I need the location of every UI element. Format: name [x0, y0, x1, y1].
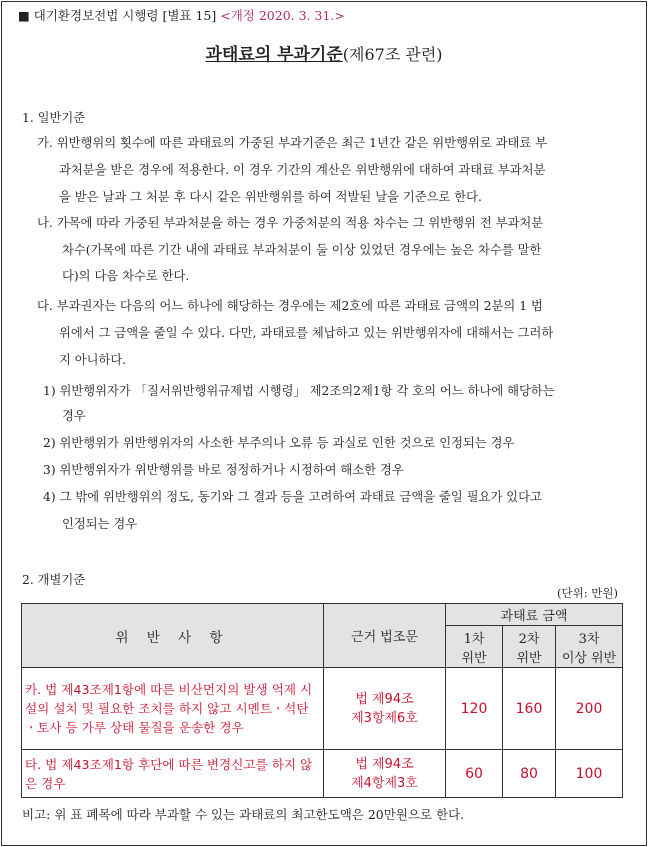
general-line: 과처분을 받은 경우에 적용한다. 이 경우 기간의 계산은 위반행위에 대하여 과태료 부과처분	[59, 163, 546, 177]
general-line: 1) 위반행위자가 「질서위반행위규제법 시행령」 제2조의2제1항 각 호의 어느 하나에 해당하는	[43, 384, 555, 398]
unit-note: (단위: 만원)	[557, 586, 618, 600]
title-main: 과태료의 부과기준	[205, 45, 343, 65]
general-line: 경우	[62, 409, 86, 423]
amount-first: 60	[446, 750, 503, 798]
general-line: 3) 위반행위자가 위반행위를 바로 정정하거나 시정하여 해소한 경우	[43, 463, 404, 477]
remark-note: 비고: 위 표 폐목에 따라 부과할 수 있는 과태료의 최고한도액은 20만원으로 한다.	[22, 807, 465, 822]
general-line: 지 아니하다.	[59, 353, 127, 367]
amount-second: 80	[503, 750, 556, 798]
section-specific-heading: 2. 개별기준	[22, 573, 86, 587]
header-third: 3차 이상 위반	[556, 626, 623, 668]
general-line: 나. 가목에 따라 가중된 부과처분을 하는 경우 가중처분의 적용 차수는 그 위반행위 전 부과처분	[37, 216, 544, 230]
title-sub: (제67조 관련)	[342, 45, 443, 64]
header-first: 1차 위반	[446, 626, 503, 668]
general-line: 다)의 다음 차수로 한다.	[62, 269, 190, 283]
general-line: 4) 그 밖에 위반행위의 정도, 동기와 그 결과 등을 고려하여 과태료 금액을 줄일 필요가 있다고	[43, 490, 542, 504]
basis-cell: 법 제94조 제4항제3호	[324, 750, 446, 798]
general-line: 가. 위반행위의 횟수에 따른 과태료의 가중된 부과기준은 최근 1년간 같은 위반행위로 과태료 부	[37, 136, 548, 150]
amount-second: 160	[503, 668, 556, 750]
amount-third: 200	[556, 668, 623, 750]
amount-first: 120	[446, 668, 503, 750]
header-second: 2차 위반	[503, 626, 556, 668]
revision-date: <개정 2020. 3. 31.>	[220, 8, 345, 23]
header-violation: 위 반 사 항	[22, 604, 324, 668]
general-line: 2) 위반행위가 위반행위자의 사소한 부주의나 오류 등 과실로 인한 것으로 인정되는 경우	[43, 436, 515, 450]
general-line: 인정되는 경우	[62, 517, 138, 531]
general-line: 차수(가목에 따른 기간 내에 과태료 부과처분이 둘 이상 있었던 경우에는 높은 차수를 말한	[62, 243, 542, 257]
document-header	[18, 6, 345, 24]
section-general-heading: 1. 일반기준	[22, 111, 86, 125]
violation-cell: 카. 법 제43조제1항에 따른 비산먼지의 발생 억제 시설의 설치 및 필요한 조치를 하지 않고 시멘트ㆍ석탄ㆍ토사 등 가루 상태 물질을 운송한 경우	[22, 668, 324, 750]
violation-cell: 타. 법 제43조제1항 후단에 따른 변경신고를 하지 않은 경우	[22, 750, 324, 798]
general-line: 위에서 그 금액을 줄일 수 있다. 다만, 과태료를 체납하고 있는 위반행위자에 대해서는 그러하	[59, 326, 554, 340]
general-line: 을 받은 날과 그 처분 후 다시 같은 위반행위를 하여 적발된 날을 기준으로 한다.	[59, 190, 482, 204]
basis-cell: 법 제94조 제3항제6호	[324, 668, 446, 750]
header-basis: 근거 법조문	[324, 604, 446, 668]
header-amount: 과태료 금액	[446, 604, 623, 626]
header-prefix: ■ 대기환경보전법 시행령 [별표 15]	[18, 8, 217, 23]
page-title	[0, 40, 648, 65]
table-row	[22, 750, 623, 798]
general-line: 다. 부과권자는 다음의 어느 하나에 해당하는 경우에는 제2호에 따른 과태료 금액의 2분의 1 범	[37, 299, 543, 313]
penalty-table	[21, 603, 623, 798]
table-row	[22, 668, 623, 750]
amount-third: 100	[556, 750, 623, 798]
